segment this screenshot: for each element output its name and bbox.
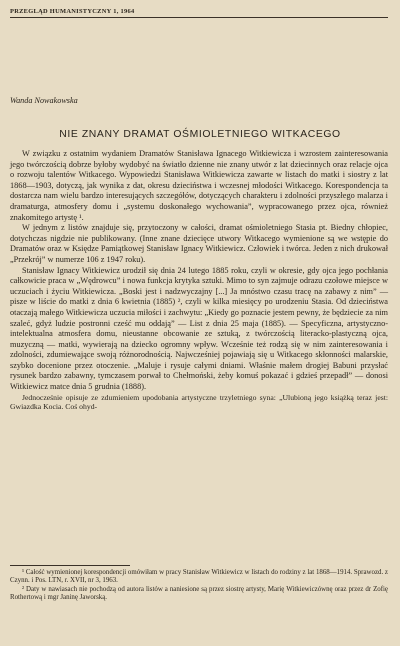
article-author: Wanda Nowakowska xyxy=(10,96,78,105)
footnote: ² Daty w nawiasach nie pochodzą od autora listów a naniesione są przez siostrę artysty, Marię Witkiewiczównę oraz przez dr Zofię Rothertową i mgr Janinę Jaworską. xyxy=(10,585,388,602)
footnote-divider xyxy=(10,565,130,566)
paragraph: W związku z ostatnim wydaniem Dramatów Stanisława Ignacego Witkiewicza i wzrostem zainteresowania jego twórczością dobrze byłoby wydobyć na światło dzienne nie znany utwór z lat dziecinnych oraz relacje ojca o rozwoju talentów Witkacego. Wypowiedzi Stanisława Witkiewicza zawarte w listach do matki i siostry z lat 1868—1903, dotyczą, jak wynika z dat, okresu dzieciństwa i wczesnej młodości Witkacego. Korespondencja ta dostarcza nam wielu bardzo interesujących szczegółów, dotyczących charakteru i zdolności przyszłego malarza i dramaturga, atmosfery domu i „systemu doskonałego wychowania”, wypracowanego przez ojca, również znakomitego artystę ¹. xyxy=(10,149,388,222)
footnote: ¹ Całość wymienionej korespondencji omówiłam w pracy Stanisław Witkiewicz w listach do rodziny z lat 1868—1914. Sprawozd. z Czynn. i Pos. LTN, r. XVII, nr 3, 1963. xyxy=(10,569,388,585)
article-body xyxy=(10,149,388,412)
article-title: NIE ZNANY DRAMAT OŚMIOLETNIEGO WITKACEGO xyxy=(59,129,341,140)
running-header: PRZEGLĄD HUMANISTYCZNY 1, 1964 xyxy=(10,8,388,18)
paragraph: Jednocześnie opisuje ze zdumieniem upodobania artystyczne trzyletniego syna: „Ulubioną jego książką teraz jest: Gwiazdka Kocia. Coś ohyd- xyxy=(10,392,388,412)
paragraph: W jednym z listów znajduje się, przytoczony w całości, dramat ośmioletniego Stasia pt. Biedny chłopiec, dotychczas nigdzie nie publikowany. (Inne znane dziecięce utwory Witkacego wymienione są we wstępie do Dramatów oraz w Księdze Pamiątkowej Stanisław Ignacy Witkiewicz. Człowiek i twórca. Jeden z nich drukował „Przekrój” w numerze 106 z 1947 roku). xyxy=(10,223,388,264)
paragraph: Stanisław Ignacy Witkiewicz urodził się dnia 24 lutego 1885 roku, czyli w okresie, gdy ojca jego pochłania całkowicie praca w „Wędrowcu” i nowa funkcja krytyka sztuki. Mimo to syn zajmuje odrazu czołowe miejsce w uczuciach i życiu Witkiewicza. „Boski jest i nadzwyczajny [...] Ja mnóstwo czasu tracę na zabawy z nim” — pisze w liście do matki z dnia 6 kwietnia (1885) ², czyli w kilka miesięcy po urodzeniu Stasia. Od dzieciństwa otaczają małego Witkiewicza uczucia miłości i zachwytu: „Kiedy go poznacie jestem pewny, że będziecie za nim szaleć, gdyż ludzie postronni cześć mu oddają” — List z dnia 25 maja (1885). — Specyficzna, artystyczno-intelektualna atmosfera domu, nieustanne obcowanie ze sztuką, z twórczością literacko-plastyczną ojca, muzyczną — matki, wywierają na dziecko ogromny wpływ. Wcześnie też rodzą się w nim zainteresowania i zdolności, zdumiewające swoją różnorodnością. Najwcześniej pojawiają się u Witkacego skłonności malarskie, szybko docenione przez otoczenie. „Maluje i rysuje całymi dniami. Właśnie małem drogiej Babuni przysłać rysunek bardzo zabawny, tymczasem porwał to Chełmoński, żeby komuś pokazać i gdzieś przepadł” — donosi Witkiewicz matce dnia 5 grudnia (1888). xyxy=(10,265,388,392)
footnotes xyxy=(10,569,388,603)
